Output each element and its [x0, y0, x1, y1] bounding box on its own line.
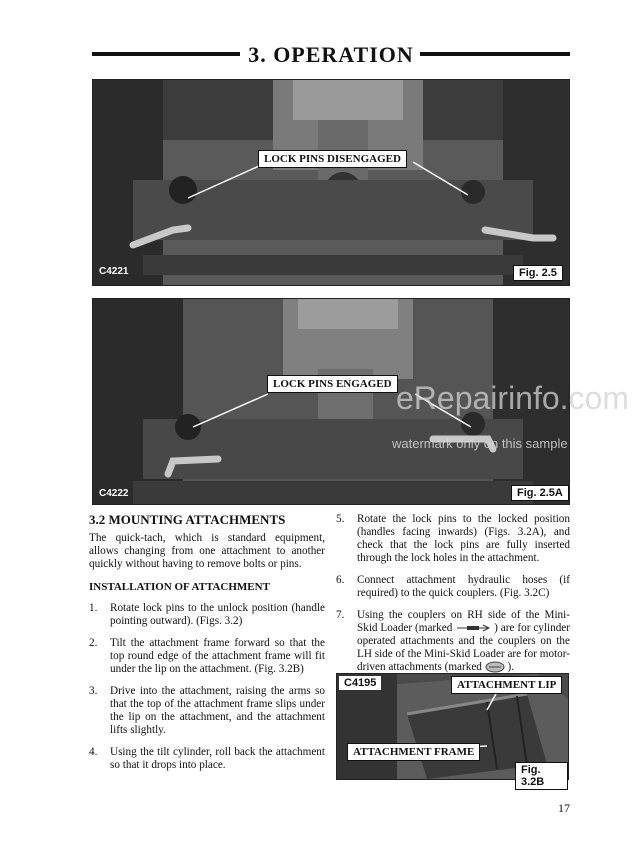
section-title: 3.2 MOUNTING ATTACHMENTS [89, 512, 286, 527]
installation-subtitle: INSTALLATION OF ATTACHMENT [89, 581, 270, 593]
list-item: 2. Tilt the attachment frame forward so that the top round edge of the attachment frame will fit under the lip on the attachment. (Fig. 3.2B) [89, 637, 325, 675]
figure-label: Fig. 3.2B [515, 762, 568, 790]
list-item: 6. Connect attachment hydraulic hoses (if required) to the quick couplers. (Fig. 3.2C) [336, 574, 570, 599]
watermark-sub: watermark only on this sample [392, 436, 568, 451]
callout-attachment-lip: ATTACHMENT LIP [451, 676, 562, 694]
figure-code: C4195 [339, 676, 381, 690]
callout-lock-pins-engaged: LOCK PINS ENGAGED [267, 375, 398, 393]
left-column [89, 513, 325, 781]
figure-code: C4222 [99, 488, 129, 499]
figure-label: Fig. 2.5 [513, 265, 563, 281]
list-item: 4. Using the tilt cylinder, roll back the attachment so that it drops into place. [89, 746, 325, 771]
header-rule-left [92, 52, 240, 56]
cylinder-coupler-icon [455, 623, 491, 633]
callout-attachment-frame: ATTACHMENT FRAME [347, 743, 480, 761]
photo-attachment-frame [336, 673, 569, 788]
list-item: 3. Drive into the attachment, raising the arms so that the top of the attachment frame slips under the lip on the attachment, and the attachment lifts slightly. [89, 685, 325, 736]
list-item: 5. Rotate the lock pins to the locked position (handles facing inwards) (Figs. 3.2A), and check that the lock pins are fully inserted through the lock holes in the attachment. [336, 513, 570, 564]
page-number: 17 [558, 801, 570, 815]
figure-label: Fig. 2.5A [511, 485, 569, 501]
right-column [336, 513, 570, 683]
callout-lock-pins-disengaged: LOCK PINS DISENGAGED [258, 150, 407, 168]
figure-code: C4221 [99, 266, 129, 277]
section-intro: The quick-tach, which is standard equipment, allows changing from one attachment to another quickly without having to remove bolts or pins. [89, 532, 325, 570]
photo-lock-pins-disengaged [92, 79, 570, 286]
watermark-main: eRepairinfo.com [396, 380, 629, 416]
motor-coupler-icon [485, 661, 505, 673]
header-rule-right [420, 52, 570, 56]
page-title: 3. OPERATION [248, 42, 414, 67]
list-item: 1. Rotate lock pins to the unlock position (handle pointing outward). (Figs. 3.2) [89, 602, 325, 627]
list-item: 7. Using the couplers on RH side of the Mini-Skid Loader (marked ) are for cylinder operated attachments and the couplers on the LH side of the Mini-Skid Loader are for motor-driven attachments (marked ). [336, 609, 570, 673]
